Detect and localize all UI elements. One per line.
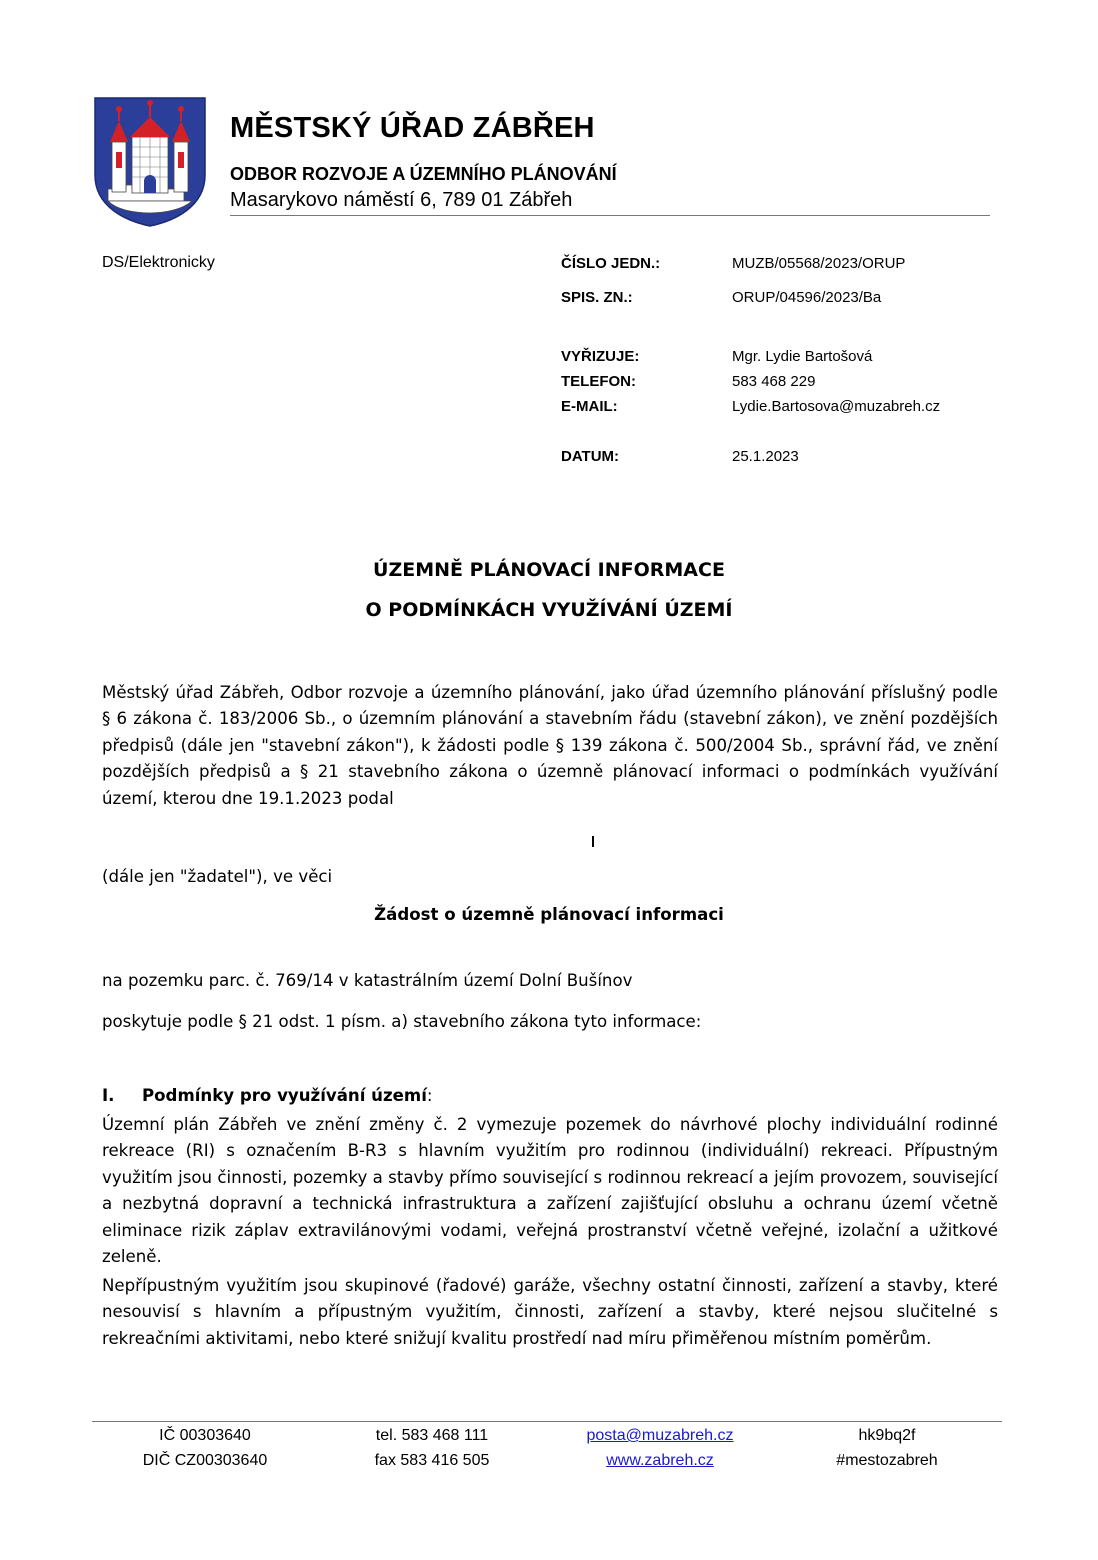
footer-web-cell [560,1452,760,1470]
section-1-colon: : [426,1086,433,1105]
telefon-label: TELEFON: [561,373,636,390]
section-1-paragraph-1: Územní plán Zábřeh ve znění změny č. 2 vymezuje pozemek do návrhové plochy individuální rodinné rekreace (RI) s označením B-R3 s hlavním využitím pro rodinnou (individuální) rekreaci. Přípustným využitím jsou činnosti, pozemky a stavby přímo související s rodinnou rekreací a jejím provozem, související a nezbytná dopravní a technická infrastruktura a zařízení zajišťující obsluhu a ochranu území včetně eliminace rizik záplav extravilánovými vodami, veřejná prostranství včetně veřejné, izolační a užitkové zeleně. [102,1115,998,1267]
delivery-method: DS/Elektronicky [102,254,215,271]
footer-dic: DIČ CZ00303640 [142,1452,268,1469]
section-1-number: I. [102,1086,115,1105]
header-divider [230,215,990,216]
email-value: Lydie.Bartosova@muzabreh.cz [732,398,941,415]
footer-web-link[interactable]: www.zabreh.cz [606,1452,714,1469]
telefon-value: 583 468 229 [732,373,816,390]
document-title-line1: ÚZEMNĚ PLÁNOVACÍ INFORMACE [373,559,725,581]
spis-zn-value: ORUP/04596/2023/Ba [732,289,882,306]
zabreh-coat-of-arms-icon [94,97,206,227]
vyrizuje-value: Mgr. Lydie Bartošová [732,348,873,365]
section-1-title: Podmínky pro využívání území [142,1086,427,1105]
footer-ds-id: hk9bq2f [858,1427,916,1444]
vyrizuje-label: VYŘIZUJE: [561,348,640,365]
parcel-line: na pozemku parc. č. 769/14 v katastrálním území Dolní Bušínov [102,971,633,990]
redaction-mark [592,836,594,847]
footer-tel: tel. 583 468 111 [375,1427,489,1444]
spis-zn-label: SPIS. ZN.: [561,289,633,306]
org-address: Masarykovo náměstí 6, 789 01 Zábřeh [230,189,573,211]
subject-heading: Žádost o územně plánovací informaci [374,905,724,924]
document-title-line2: O PODMÍNKÁCH VYUŽÍVÁNÍ ÚZEMÍ [365,599,733,621]
provides-line: poskytuje podle § 21 odst. 1 písm. a) stavebního zákona tyto informace: [102,1012,702,1031]
footer-email-link[interactable]: posta@muzabreh.cz [586,1427,734,1444]
footer-fax: fax 583 416 505 [374,1452,490,1469]
footer-hashtag: #mestozabreh [836,1452,938,1469]
email-label: E-MAIL: [561,398,618,415]
cislo-jedn-label: ČÍSLO JEDN.: [561,255,661,272]
section-1-heading [102,1086,432,1105]
footer-email-cell [560,1427,760,1445]
org-department: ODBOR ROZVOJE A ÚZEMNÍHO PLÁNOVÁNÍ [230,164,617,184]
footer-ic: IČ 00303640 [159,1427,251,1444]
intro-paragraph: Městský úřad Zábřeh, Odbor rozvoje a územního plánování, jako úřad územního plánování příslušný podle § 6 zákona č. 183/2006 Sb., o územním plánování a stavebním řádu (stavební zákon), ve znění pozdějších předpisů (dále jen "stavební zákon"), k žádosti podle § 139 zákona č. 500/2004 Sb., správní řád, ve znění pozdějších předpisů a § 21 stavebního zákona o územně plánovací informaci o podmínkách využívání území, kterou dne 19.1.2023 podal [102,683,998,808]
datum-value: 25.1.2023 [732,448,799,465]
datum-label: DATUM: [561,448,620,465]
section-1-paragraph-2: Nepřípustným využitím jsou skupinové (řadové) garáže, všechny ostatní činnosti, zařízení a stavby, které nesouvisí s hlavním a přípustným využitím, činnosti, zařízení a stavby, které nejsou slučitelné s rekreačními aktivitami, nebo které snižují kvalitu prostředí nad míru přiměřenou místním poměrům. [102,1276,998,1348]
org-title: MĚSTSKÝ ÚŘAD ZÁBŘEH [230,112,595,144]
cislo-jedn-value: MUZB/05568/2023/ORUP [732,255,906,272]
footer-divider [92,1421,1002,1422]
applicant-note: (dále jen "žadatel"), ve věci [102,867,333,886]
